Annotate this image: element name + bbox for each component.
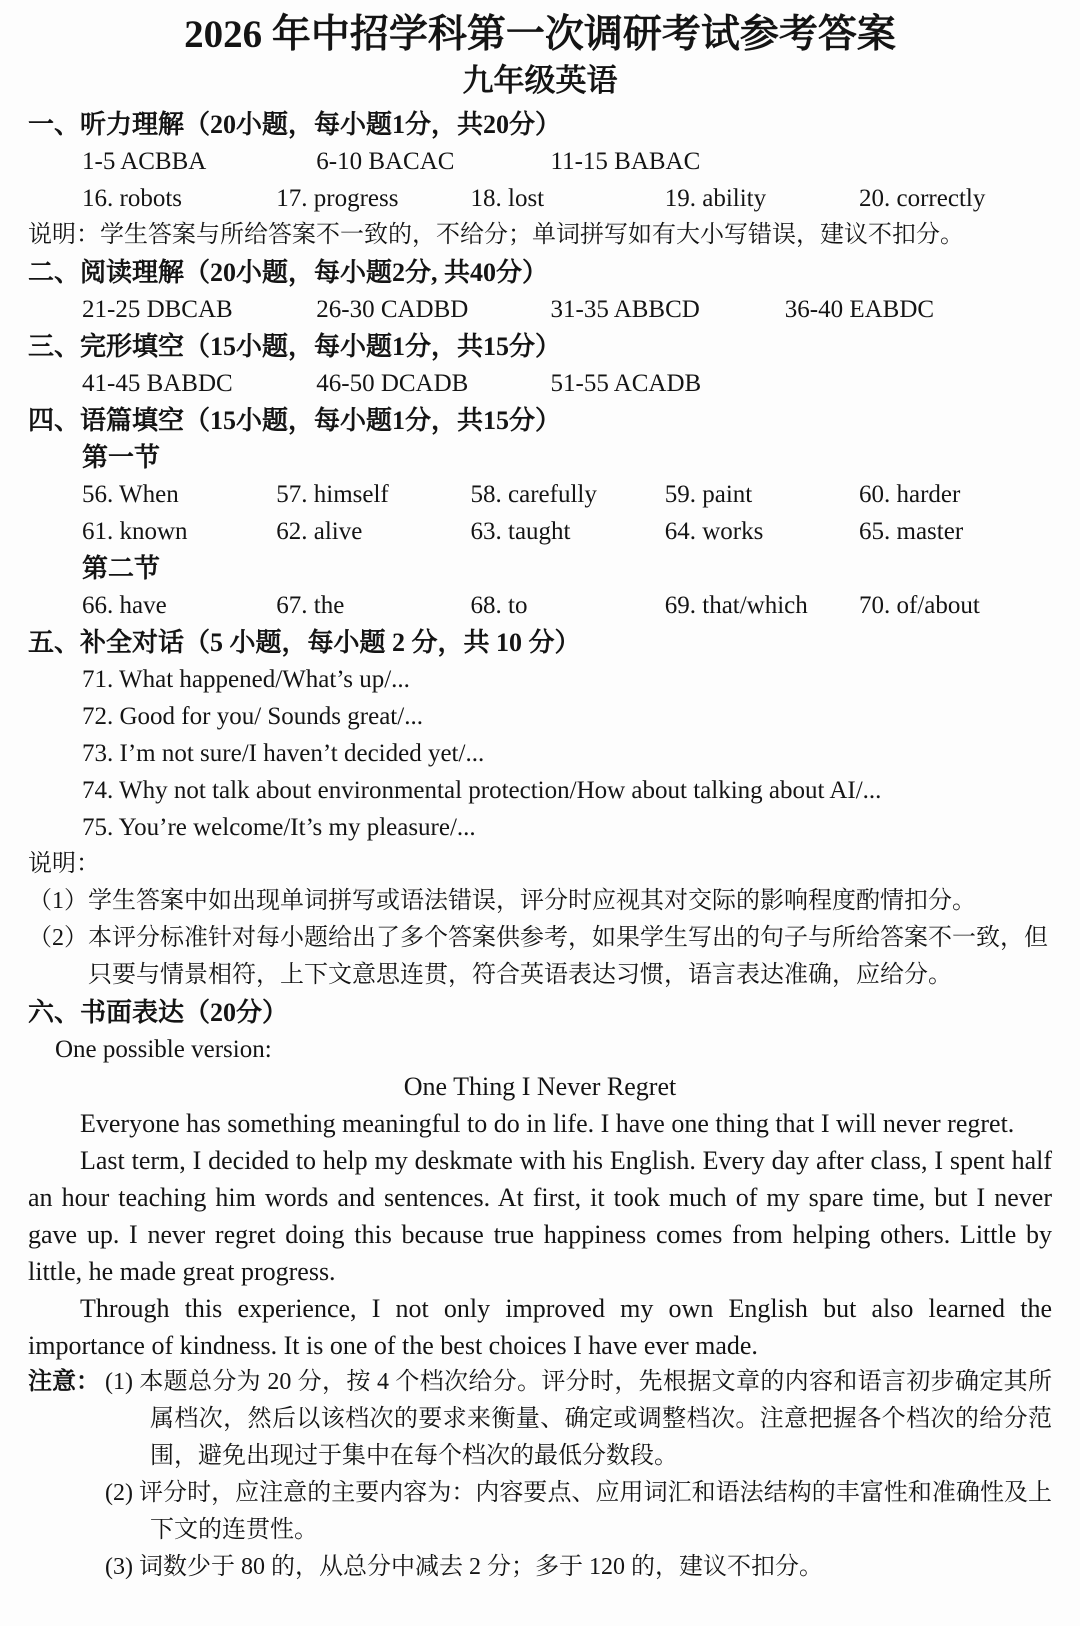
answer-item: 36-40 EABDC	[784, 296, 935, 323]
answer-item: 61. known	[82, 518, 188, 545]
dialogue-answer: 73. I’m not sure/I haven’t decided yet/...	[82, 740, 485, 767]
writing-notice-item: (1) 本题总分为 20 分，按 4 个档次给分。评分时，先根据文章的内容和语言初步确定其所属档次，然后以该档次的要求来衡量、确定或调整档次。注意把握各个档次的给分范围，避免出现过于集中在每个档次的最低分数段。	[105, 1369, 1052, 1469]
dialogue-note-label: 说明：	[28, 851, 100, 877]
section-heading-passage-fill: 四、语篇填空（15小题，每小题1分，共15分）	[28, 406, 562, 435]
dialogue-answer: 71. What happened/What’s up/...	[82, 666, 410, 693]
dialogue-grading-note: （2）本评分标准针对每小题给出了多个答案供参考，如果学生写出的句子与所给答案不一致，但只要与情景相符，上下文意思连贯，符合英语表达习惯，语言表达准确，应给分。	[28, 925, 1048, 988]
dialogue-answer: 72. Good for you/ Sounds great/...	[82, 703, 423, 730]
answer-item: 56. When	[82, 481, 179, 508]
section-heading-listening: 一、听力理解（20小题，每小题1分，共20分）	[28, 110, 562, 139]
answer-item: 19. ability	[664, 185, 767, 212]
answer-item: 68. to	[470, 592, 528, 619]
listening-answer-row-2	[28, 180, 1052, 217]
cloze-answer-row	[28, 365, 1052, 402]
passage-fill-answer-row-2	[28, 513, 1052, 550]
passage-fill-answer-row-1	[28, 476, 1052, 513]
essay-paragraph: Last term, I decided to help my deskmate with his English. Every day after class, I spent half an hour teaching him words and sentences. At first, it took much of my spare time, but I never gave up. I never regret doing this because true happiness comes from helping others. Little by little, he made great progress.	[28, 1146, 1052, 1286]
listening-answer-row-1	[28, 143, 1052, 180]
answer-item: 58. carefully	[470, 481, 597, 508]
writing-version-label: One possible version:	[55, 1036, 272, 1063]
answer-item: 41-45 BABDC	[82, 370, 233, 397]
section-heading-dialogue: 五、补全对话（5 小题，每小题 2 分，共 10 分）	[28, 628, 581, 657]
answer-item: 31-35 ABBCD	[550, 296, 700, 323]
answer-item: 60. harder	[859, 481, 961, 508]
writing-notice-label: 注意：	[28, 1369, 100, 1395]
answer-item: 62. alive	[276, 518, 363, 545]
answer-item: 63. taught	[470, 518, 571, 545]
writing-notice-item: (3) 词数少于 80 的，从总分中减去 2 分；多于 120 的，建议不扣分。	[105, 1554, 823, 1580]
answer-item: 20. correctly	[859, 185, 986, 212]
answer-item: 6-10 BACAC	[316, 148, 455, 175]
answer-item: 67. the	[276, 592, 345, 619]
answer-item: 65. master	[859, 518, 964, 545]
passage-fill-part1-label: 第一节	[82, 443, 161, 472]
answer-item: 26-30 CADBD	[316, 296, 469, 323]
answer-item: 46-50 DCADB	[316, 370, 469, 397]
section-heading-writing: 六、书面表达（20分）	[28, 998, 289, 1027]
reading-answer-row	[28, 291, 1052, 328]
answer-item: 66. have	[82, 592, 167, 619]
answer-item: 64. works	[664, 518, 764, 545]
answer-item: 11-15 BABAC	[550, 148, 701, 175]
answer-item: 17. progress	[276, 185, 399, 212]
answer-item: 51-55 ACADB	[550, 370, 702, 397]
dialogue-grading-note: （1）学生答案中如出现单词拼写或语法错误，评分时应视其对交际的影响程度酌情扣分。	[28, 888, 976, 914]
section-heading-cloze: 三、完形填空（15小题，每小题1分，共15分）	[28, 332, 562, 361]
dialogue-answer: 75. You’re welcome/It’s my pleasure/...	[82, 814, 476, 841]
listening-grading-note: 说明：学生答案与所给答案不一致的，不给分；单词拼写如有大小写错误，建议不扣分。	[28, 222, 964, 248]
writing-notice-item: (2) 评分时，应注意的主要内容为：内容要点、应用词汇和语法结构的丰富性和准确性及上下文的连贯性。	[105, 1480, 1052, 1543]
answer-item: 1-5 ACBBA	[82, 148, 207, 175]
passage-fill-part2-label: 第二节	[82, 554, 161, 583]
essay-title: One Thing I Never Regret	[403, 1072, 677, 1101]
answer-item: 70. of/about	[859, 592, 980, 619]
section-heading-reading: 二、阅读理解（20小题，每小题2分, 共40分）	[28, 258, 549, 287]
writing-notice-block	[28, 1364, 1052, 1475]
passage-fill-answer-row-3	[28, 587, 1052, 624]
essay-paragraph: Through this experience, I not only improved my own English but also learned the importance of kindness. It is one of the best choices I have ever made.	[28, 1294, 1052, 1360]
answer-item: 57. himself	[276, 481, 389, 508]
page-subtitle: 九年级英语	[462, 63, 618, 98]
answer-item: 21-25 DBCAB	[82, 296, 233, 323]
answer-item: 18. lost	[470, 185, 545, 212]
dialogue-answer: 74. Why not talk about environmental protection/How about talking about AI/...	[82, 777, 882, 804]
answer-item: 69. that/which	[664, 592, 808, 619]
essay-paragraph: Everyone has something meaningful to do in life. I have one thing that I will never regret.	[80, 1109, 1015, 1138]
answer-item: 59. paint	[664, 481, 753, 508]
page-title: 2026 年中招学科第一次调研考试参考答案	[184, 13, 896, 56]
answer-item: 16. robots	[82, 185, 182, 212]
